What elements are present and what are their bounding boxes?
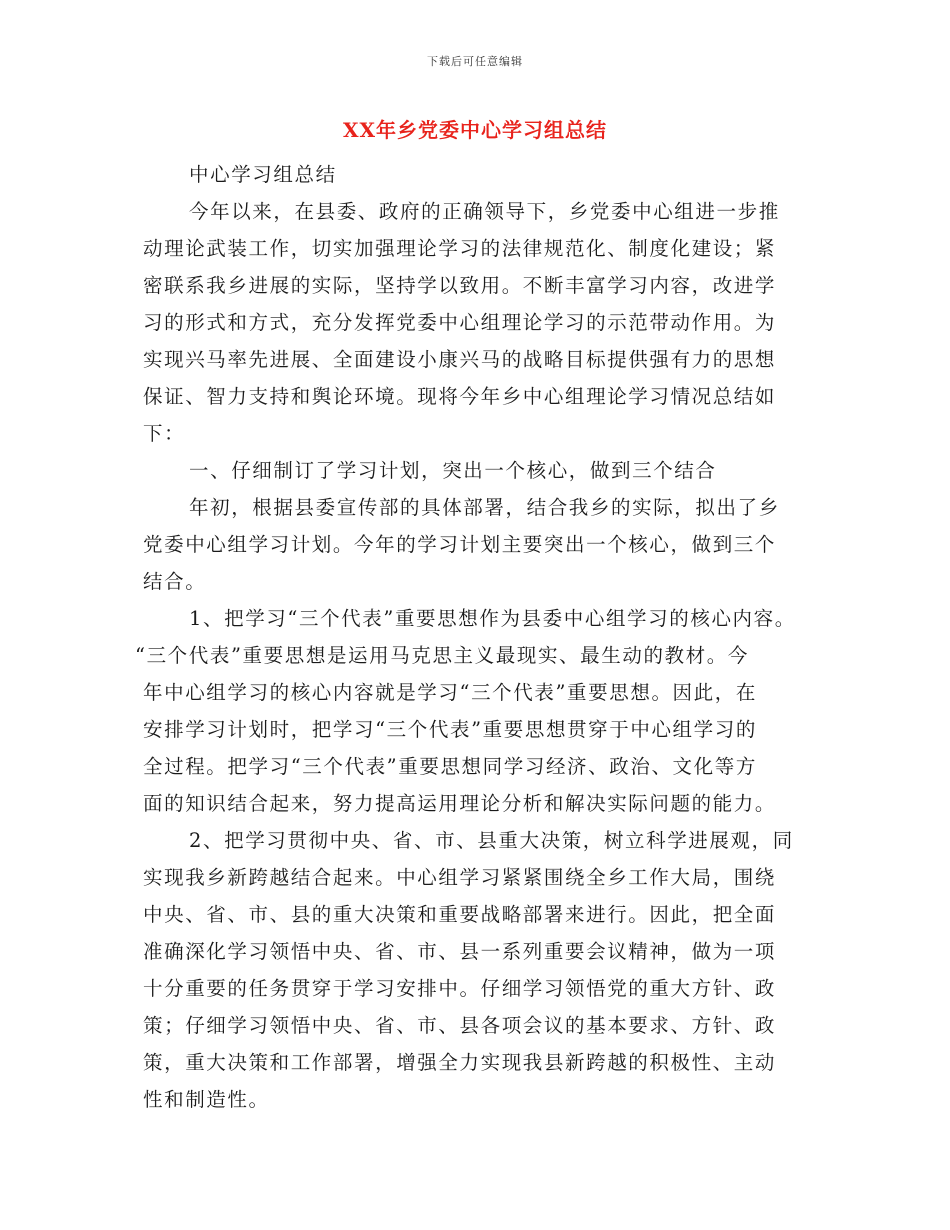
paragraph-line: 密联系我乡进展的实际，坚持学以致用。不断丰富学习内容，改进学 [143, 274, 777, 297]
section-heading: 一、仔细制订了学习计划，突出一个核心，做到三个结合 [189, 459, 717, 482]
paragraph-line: 保证、智力支持和舆论环境。现将今年乡中心组理论学习情况总结如 [143, 385, 777, 408]
document-title: XX年乡党委中心学习组总结 [342, 118, 608, 142]
paragraph-line: 2、把学习贯彻中央、省、市、县重大决策，树立科学进展观，同 [189, 829, 794, 852]
paragraph-line: 中央、省、市、县的重大决策和重要战略部署来进行。因此，把全面 [143, 903, 777, 926]
paragraph-line: 性和制造性。 [143, 1088, 270, 1111]
paragraph-line: 准确深化学习领悟中央、省、市、县一系列重要会议精神，做为一项 [143, 940, 777, 963]
paragraph-line: “三个代表”重要思想是运用马克思主义最现实、最生动的教材。今 [135, 644, 749, 667]
paragraph-line: 全过程。把学习“三个代表”重要思想同学习经济、政治、文化等方 [143, 755, 757, 778]
paragraph-line: 策；仔细学习领悟中央、省、市、县各项会议的基本要求、方针、政 [143, 1014, 777, 1037]
paragraph-line: 十分重要的任务贯穿于学习安排中。仔细学习领悟党的重大方针、政 [143, 977, 777, 1000]
paragraph-line: 下： [143, 422, 186, 445]
paragraph-line: 面的知识结合起来，努力提高运用理论分析和解决实际问题的能力。 [143, 792, 777, 815]
paragraph-line: 结合。 [143, 570, 207, 593]
paragraph-line: 策，重大决策和工作部署，增强全力实现我县新跨越的积极性、主动 [143, 1051, 777, 1074]
paragraph-line: 实现我乡新跨越结合起来。中心组学习紧紧围绕全乡工作大局，围绕 [143, 866, 777, 889]
paragraph-line: 安排学习计划时，把学习“三个代表”重要思想贯穿于中心组学习的 [143, 718, 757, 741]
paragraph-line: 年初，根据县委宣传部的具体部署，结合我乡的实际，拟出了乡 [189, 496, 780, 519]
document-body [135, 156, 811, 1118]
subtitle-line: 中心学习组总结 [189, 163, 337, 186]
paragraph-line: 今年以来，在县委、政府的正确领导下，乡党委中心组进一步推 [189, 200, 780, 223]
paragraph-line: 年中心组学习的核心内容就是学习“三个代表”重要思想。因此，在 [143, 681, 757, 704]
paragraph-line: 党委中心组学习计划。今年的学习计划主要突出一个核心，做到三个 [143, 533, 777, 556]
paragraph-line: 1、把学习“三个代表”重要思想作为县委中心组学习的核心内容。 [189, 607, 796, 630]
paragraph-line: 实现兴马率先进展、全面建设小康兴马的战略目标提供强有力的思想 [143, 348, 777, 371]
header-note: 下载后可任意编辑 [427, 55, 523, 68]
paragraph-line: 动理论武装工作，切实加强理论学习的法律规范化、制度化建设；紧 [143, 237, 777, 260]
paragraph-line: 习的形式和方式，充分发挥党委中心组理论学习的示范带动作用。为 [143, 311, 777, 334]
